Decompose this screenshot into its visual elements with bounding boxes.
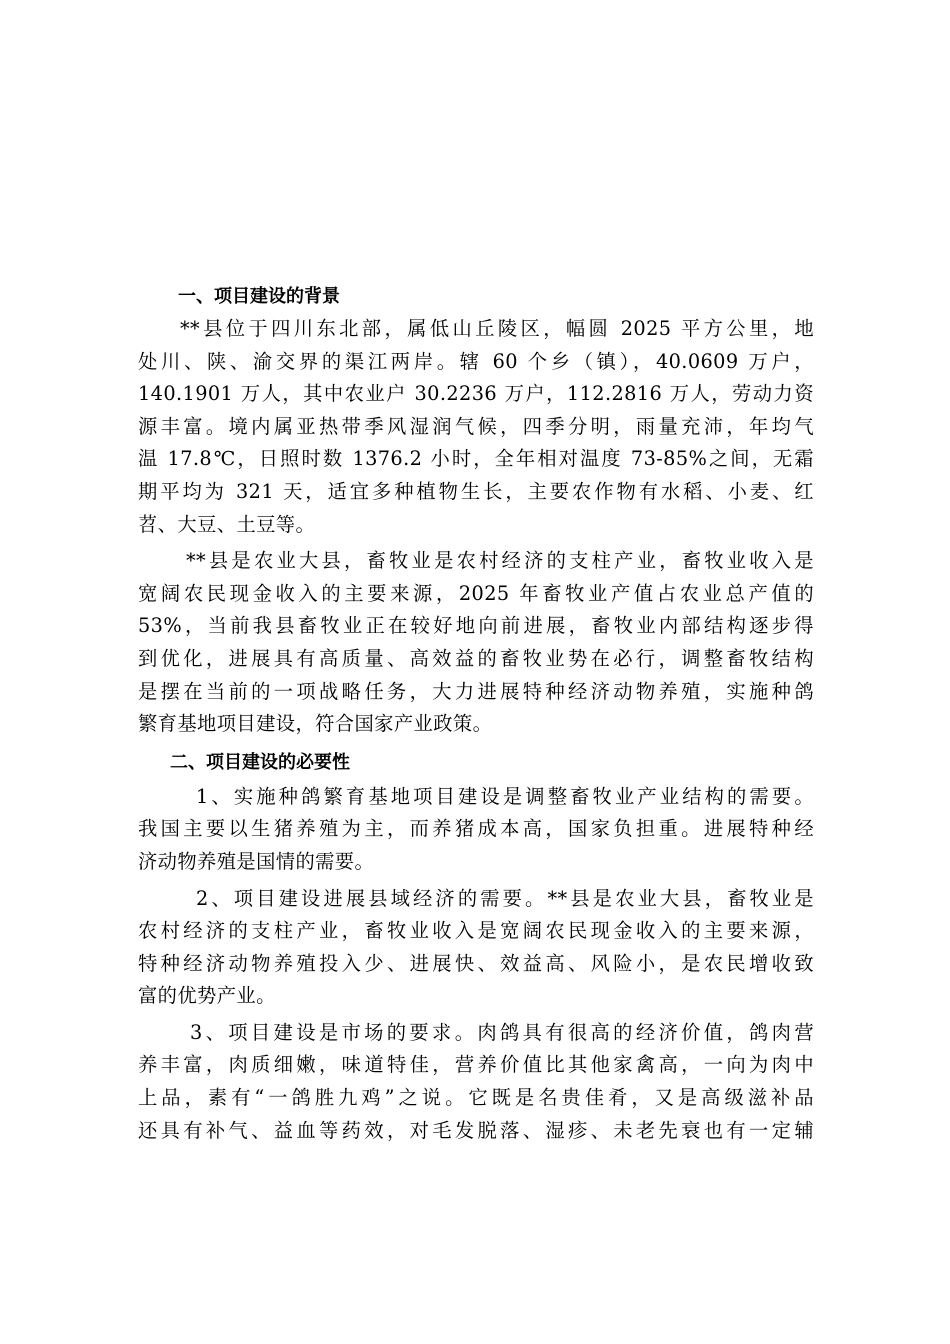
text-line: 到优化，进展具有高质量、高效益的畜牧业势在必行，调整畜牧结构 bbox=[138, 646, 814, 670]
text-line: 温 17.8℃，日照时数 1376.2 小时，全年相对温度 73-85%之间，无霜 bbox=[138, 447, 814, 471]
paragraph-necessity-1 bbox=[138, 781, 814, 879]
text-line: 源丰富。境内属亚热带季风湿润气候，四季分明，雨量充沛，年均气 bbox=[138, 414, 814, 438]
text-line: 140.1901 万人，其中农业户 30.2236 万户，112.2816 万人，劳动力资 bbox=[138, 382, 814, 406]
text-line: 2、项目建设进展县域经济的需要。**县是农业大县，畜牧业是 bbox=[196, 886, 814, 910]
text-line: 养丰富，肉质细嫩，味道特佳，营养价值比其他家禽高，一向为肉中 bbox=[138, 1053, 814, 1077]
text-line: 上品，素有“一鸽胜九鸡”之说。它既是名贵佳肴，又是高级滋补品 bbox=[138, 1086, 814, 1110]
text-line: 是摆在当前的一项战略任务，大力进展特种经济动物养殖，实施种鸽 bbox=[138, 679, 814, 703]
section-heading-necessity: 二、项目建设的必要性 bbox=[170, 751, 350, 773]
text-line: 农村经济的支柱产业，畜牧业收入是宽阔农民现金收入的主要来源， bbox=[138, 919, 814, 943]
text-line: 富的优势产业。 bbox=[138, 984, 276, 1008]
paragraph-necessity-3 bbox=[138, 1017, 814, 1147]
text-line: **县是农业大县，畜牧业是农村经济的支柱产业，畜牧业收入是 bbox=[186, 549, 814, 573]
document-page bbox=[138, 281, 814, 1147]
text-line: 处川、陕、渝交界的渠江两岸。辖 60 个乡（镇），40.0609 万户， bbox=[138, 349, 814, 373]
text-line: 济动物养殖是国情的需要。 bbox=[138, 849, 375, 873]
paragraph-location bbox=[138, 313, 814, 541]
text-line: 期平均为 321 天，适宜多种植物生长，主要农作物有水稻、小麦、红 bbox=[138, 479, 814, 503]
paragraph-agriculture bbox=[138, 545, 814, 741]
text-line: 1、实施种鸽繁育基地项目建设是调整畜牧业产业结构的需要。 bbox=[196, 784, 814, 808]
paragraph-necessity-2 bbox=[138, 883, 814, 1013]
text-line: **县位于四川东北部，属低山丘陵区，幅圆 2025 平方公里，地 bbox=[180, 317, 814, 340]
text-line: 特种经济动物养殖投入少、进展快、效益高、风险小，是农民增收致 bbox=[138, 951, 814, 975]
section-heading-background: 一、项目建设的背景 bbox=[178, 286, 340, 307]
text-line: 宽阔农民现金收入的主要来源，2025 年畜牧业产值占农业总产值的 bbox=[138, 581, 814, 605]
text-line: 苕、大豆、土豆等。 bbox=[138, 512, 316, 536]
text-line: 繁育基地项目建设，符合国家产业政策。 bbox=[138, 712, 493, 736]
text-line: 3、项目建设是市场的要求。肉鸽具有很高的经济价值，鸽肉营 bbox=[190, 1020, 814, 1044]
text-line: 53%，当前我县畜牧业正在较好地向前进展，畜牧业内部结构逐步得 bbox=[138, 614, 814, 638]
text-line: 我国主要以生猪养殖为主，而养猪成本高，国家负担重。进展特种经 bbox=[138, 817, 814, 841]
text-line: 还具有补气、益血等药效，对毛发脱落、湿疹、未老先衰也有一定辅 bbox=[138, 1118, 814, 1142]
